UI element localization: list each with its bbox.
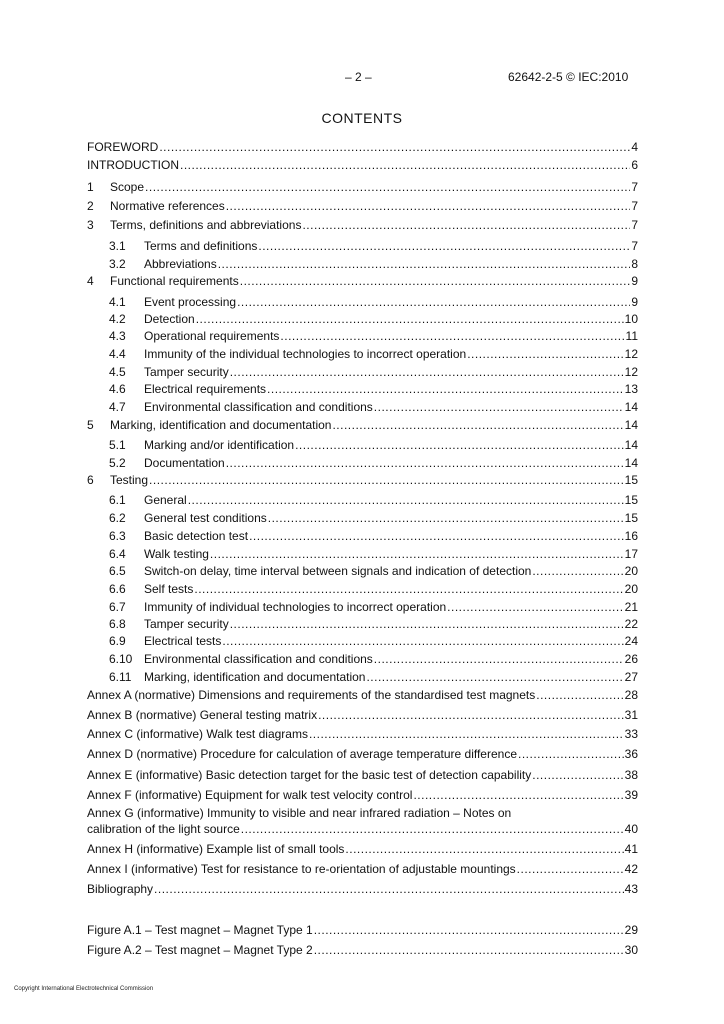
toc-entry-title: Immunity of the individual technologies to incorrect operation: [144, 347, 467, 361]
toc-leader-dots: [249, 529, 624, 543]
toc-entry[interactable]: [87, 842, 638, 856]
toc-entry[interactable]: [87, 274, 638, 288]
toc-leader-dots: [447, 600, 623, 614]
toc-entry[interactable]: [87, 788, 638, 802]
toc-entry-number: 6.2: [109, 511, 126, 525]
toc-leader-dots: [314, 923, 624, 937]
toc-entry-title: Immunity of individual technologies to incorrect operation: [144, 600, 447, 614]
toc-entry-page: 12: [624, 365, 638, 379]
toc-entry-page: 16: [624, 529, 638, 543]
toc-entry-title: Annex A (normative) Dimensions and requirements of the standardised test magnets: [87, 688, 536, 702]
toc-entry-page: 10: [624, 312, 638, 326]
toc-entry-title: Terms, definitions and abbreviations: [110, 218, 302, 232]
toc-entry[interactable]: [87, 473, 638, 487]
toc-entry[interactable]: [87, 652, 638, 666]
toc-entry-title: INTRODUCTION: [87, 158, 179, 172]
toc-entry-title: Switch-on delay, time interval between signals and indication of detection: [144, 564, 532, 578]
page-number: – 2 –: [345, 70, 372, 84]
toc-entry-number: 6.11: [109, 670, 132, 684]
toc-entry-title: Figure A.1 – Test magnet – Magnet Type 1: [87, 923, 313, 937]
toc-leader-dots: [154, 882, 624, 896]
toc-entry[interactable]: [87, 634, 638, 648]
toc-entry-title: Marking and/or identification: [144, 438, 295, 452]
toc-entry[interactable]: [87, 199, 638, 213]
toc-leader-dots: [230, 617, 624, 631]
toc-entry[interactable]: [87, 418, 638, 432]
toc-entry-title: Testing: [110, 473, 149, 487]
toc-entry-title: Marking, identification and documentation: [110, 418, 332, 432]
toc-entry[interactable]: [87, 747, 638, 761]
toc-leader-dots: [518, 747, 624, 761]
toc-entry-number: 3: [87, 218, 94, 232]
toc-leader-dots: [318, 708, 624, 722]
toc-leader-dots: [295, 438, 624, 452]
toc-entry-number: 6.10: [109, 652, 133, 666]
toc-entry[interactable]: [87, 347, 638, 361]
toc-entry-title: Scope: [110, 180, 145, 194]
toc-entry[interactable]: [87, 295, 638, 309]
toc-entry[interactable]: [87, 882, 638, 896]
toc-entry[interactable]: [87, 158, 638, 172]
toc-entry-title: Operational requirements: [144, 329, 280, 343]
toc-entry-page: 36: [624, 747, 638, 761]
toc-entry-title: Terms and definitions: [144, 239, 258, 253]
toc-entry-number: 3.1: [109, 239, 126, 253]
toc-leader-dots: [240, 274, 631, 288]
toc-entry-title: Annex B (normative) General testing matrix: [87, 708, 318, 722]
toc-entry-page: 15: [624, 511, 638, 525]
contents-title: CONTENTS: [321, 110, 403, 126]
toc-entry-title: Basic detection test: [144, 529, 249, 543]
toc-entry-page: 24: [624, 634, 638, 648]
toc-entry-page: 20: [624, 564, 638, 578]
toc-entry[interactable]: [87, 257, 638, 271]
toc-entry-page: 33: [624, 727, 638, 741]
toc-entry-title: Annex C (informative) Walk test diagrams: [87, 727, 308, 741]
toc-entry-title: calibration of the light source: [87, 822, 240, 836]
toc-entry[interactable]: [87, 943, 638, 957]
toc-entry-number: 4.3: [109, 329, 126, 343]
toc-entry[interactable]: [87, 564, 638, 578]
toc-entry-title: General test conditions: [144, 511, 267, 525]
toc-leader-dots: [467, 347, 623, 361]
toc-entry-page: 39: [624, 788, 638, 802]
toc-entry-page: 30: [624, 943, 638, 957]
toc-entry[interactable]: [87, 727, 638, 741]
toc-leader-dots: [374, 652, 624, 666]
toc-entry-title: Electrical tests: [144, 634, 222, 648]
toc-entry-page: 6: [631, 158, 638, 172]
toc-entry[interactable]: [87, 382, 638, 396]
toc-leader-dots: [180, 158, 630, 172]
toc-entry-number: 4: [87, 274, 94, 288]
standard-reference: 62642-2-5 © IEC:2010: [508, 70, 629, 84]
toc-leader-dots: [302, 218, 630, 232]
toc-entry-page: 28: [624, 688, 638, 702]
toc-entry-title: Bibliography: [87, 882, 154, 896]
toc-entry-title: Self tests: [144, 582, 194, 596]
toc-entry-page: 22: [624, 617, 638, 631]
toc-entry-number: 6.5: [109, 564, 126, 578]
toc-leader-dots: [226, 199, 631, 213]
toc-entry-title: Annex E (informative) Basic detection target for the basic test of detection capability: [87, 768, 532, 782]
toc-entry-title: Functional requirements: [110, 274, 239, 288]
toc-entry-page: 43: [624, 882, 638, 896]
toc-leader-dots: [210, 547, 624, 561]
toc-entry-title: Figure A.2 – Test magnet – Magnet Type 2: [87, 943, 313, 957]
toc-entry-title: Marking, identification and documentation: [144, 670, 366, 684]
toc-entry-title: Annex D (normative) Procedure for calculation of average temperature difference: [87, 747, 518, 761]
toc-entry[interactable]: [87, 438, 638, 452]
toc-entry-page: 14: [624, 400, 638, 414]
toc-leader-dots: [267, 382, 624, 396]
toc-leader-dots: [536, 688, 623, 702]
toc-entry-page: 7: [631, 199, 638, 213]
toc-entry-page: 14: [624, 438, 638, 452]
toc-entry-page: 9: [631, 274, 638, 288]
toc-entry-title: FOREWORD: [87, 140, 159, 154]
toc-entry-number: 4.7: [109, 400, 126, 414]
toc-entry-page: 26: [624, 652, 638, 666]
toc-entry[interactable]: [87, 140, 638, 154]
toc-entry[interactable]: [87, 456, 638, 470]
toc-entry-page: 15: [624, 473, 638, 487]
toc-entry-number: 6.3: [109, 529, 126, 543]
toc-entry-title: Annex F (informative) Equipment for walk test velocity control: [87, 788, 413, 802]
toc-leader-dots: [218, 257, 631, 271]
toc-entry-page: 11: [625, 329, 638, 343]
toc-entry-page: 41: [624, 842, 638, 856]
toc-leader-dots: [258, 239, 630, 253]
toc-entry[interactable]: [87, 862, 638, 876]
toc-entry-number: 6.6: [109, 582, 126, 596]
toc-entry-page: 14: [624, 418, 638, 432]
toc-entry-title: Annex H (informative) Example list of small tools: [87, 842, 345, 856]
toc-leader-dots: [268, 511, 624, 525]
toc-leader-dots: [517, 862, 624, 876]
toc-entry[interactable]: [87, 822, 638, 836]
toc-entry-title: Tamper security: [144, 617, 229, 631]
toc-leader-dots: [194, 582, 623, 596]
toc-leader-dots: [237, 295, 630, 309]
toc-entry-number: 2: [87, 199, 94, 213]
toc-entry-number: 5.2: [109, 456, 126, 470]
toc-entry-page: 15: [624, 493, 638, 507]
toc-entry-page: 29: [624, 923, 638, 937]
toc-entry-title: Annex I (informative) Test for resistance to re-orientation of adjustable mountings: [87, 862, 516, 876]
toc-entry-first-line: Annex G (informative) Immunity to visible and near infrared radiation – Notes on: [87, 806, 512, 820]
toc-entry-page: 4: [631, 140, 638, 154]
toc-entry[interactable]: [87, 239, 638, 253]
toc-entry[interactable]: [87, 670, 638, 684]
toc-entry[interactable]: [87, 600, 638, 614]
toc-entry-page: 40: [624, 822, 638, 836]
toc-entry-page: 13: [624, 382, 638, 396]
toc-leader-dots: [222, 634, 623, 648]
toc-entry-number: 4.2: [109, 312, 126, 326]
toc-entry-title: Walk testing: [144, 547, 209, 561]
toc-leader-dots: [413, 788, 623, 802]
toc-entry-page: 31: [624, 708, 638, 722]
toc-entry[interactable]: [87, 511, 638, 525]
toc-entry[interactable]: [87, 923, 638, 937]
toc-entry-number: 3.2: [109, 257, 126, 271]
toc-entry-title: Tamper security: [144, 365, 229, 379]
toc-entry-page: 21: [624, 600, 638, 614]
toc-entry-title: Normative references: [110, 199, 225, 213]
toc-entry-title: Electrical requirements: [144, 382, 267, 396]
toc-entry[interactable]: [87, 547, 638, 561]
toc-entry-page: 9: [631, 295, 638, 309]
toc-entry-page: 7: [631, 218, 638, 232]
toc-entry-title: General: [144, 493, 187, 507]
toc-leader-dots: [532, 768, 623, 782]
toc-entry[interactable]: [87, 582, 638, 596]
toc-entry[interactable]: [87, 688, 638, 702]
toc-entry-number: 4.6: [109, 382, 126, 396]
toc-entry-page: 7: [631, 180, 638, 194]
toc-leader-dots: [196, 312, 624, 326]
toc-leader-dots: [332, 418, 623, 432]
toc-leader-dots: [374, 400, 624, 414]
toc-entry-number: 6.1: [109, 493, 126, 507]
toc-entry-page: 27: [624, 670, 638, 684]
toc-leader-dots: [230, 365, 624, 379]
toc-entry-number: 4.1: [109, 295, 126, 309]
toc-entry-page: 17: [624, 547, 638, 561]
toc-entry-number: 1: [87, 180, 94, 194]
toc-leader-dots: [280, 329, 624, 343]
toc-leader-dots: [149, 473, 624, 487]
toc-entry[interactable]: [87, 529, 638, 543]
toc-entry[interactable]: [87, 180, 638, 194]
toc-entry[interactable]: [87, 708, 638, 722]
toc-entry-number: 6.9: [109, 634, 126, 648]
toc-entry-title: Environmental classification and conditions: [144, 652, 373, 666]
toc-leader-dots: [159, 140, 630, 154]
toc-entry[interactable]: [87, 768, 638, 782]
toc-entry-title: Detection: [144, 312, 195, 326]
toc-entry-title: Event processing: [144, 295, 237, 309]
toc-entry[interactable]: [87, 400, 638, 414]
toc-leader-dots: [226, 456, 624, 470]
toc-entry-number: 6.8: [109, 617, 126, 631]
toc-entry-number: 5: [87, 418, 94, 432]
toc-leader-dots: [145, 180, 630, 194]
toc-leader-dots: [241, 822, 624, 836]
toc-entry-number: 5.1: [109, 438, 126, 452]
toc-leader-dots: [532, 564, 623, 578]
toc-leader-dots: [345, 842, 623, 856]
toc-entry[interactable]: [87, 218, 638, 232]
toc-entry[interactable]: [87, 312, 638, 326]
toc-entry-number: 6: [87, 473, 94, 487]
toc-entry-page: 42: [624, 862, 638, 876]
toc-entry-page: 38: [624, 768, 638, 782]
toc-entry-title: Documentation: [144, 456, 225, 470]
toc-entry-page: 14: [624, 456, 638, 470]
toc-entry[interactable]: [87, 493, 638, 507]
toc-entry[interactable]: [87, 329, 638, 343]
toc-entry-number: 4.4: [109, 347, 126, 361]
toc-entry[interactable]: [87, 617, 638, 631]
toc-entry-page: 12: [624, 347, 638, 361]
toc-leader-dots: [366, 670, 623, 684]
copyright-footer: Copyright International Electrotechnical Commission: [14, 986, 154, 992]
toc-entry-page: 20: [624, 582, 638, 596]
toc-entry-number: 4.5: [109, 365, 126, 379]
toc-entry-page: 8: [631, 257, 638, 271]
toc-leader-dots: [309, 727, 624, 741]
toc-leader-dots: [314, 943, 624, 957]
toc-entry[interactable]: [87, 365, 638, 379]
toc-entry-title: Abbreviations: [144, 257, 217, 271]
toc-entry-title: Environmental classification and conditions: [144, 400, 373, 414]
toc-entry-number: 6.4: [109, 547, 126, 561]
toc-entry-page: 7: [631, 239, 638, 253]
toc-leader-dots: [188, 493, 624, 507]
toc-entry-number: 6.7: [109, 600, 126, 614]
